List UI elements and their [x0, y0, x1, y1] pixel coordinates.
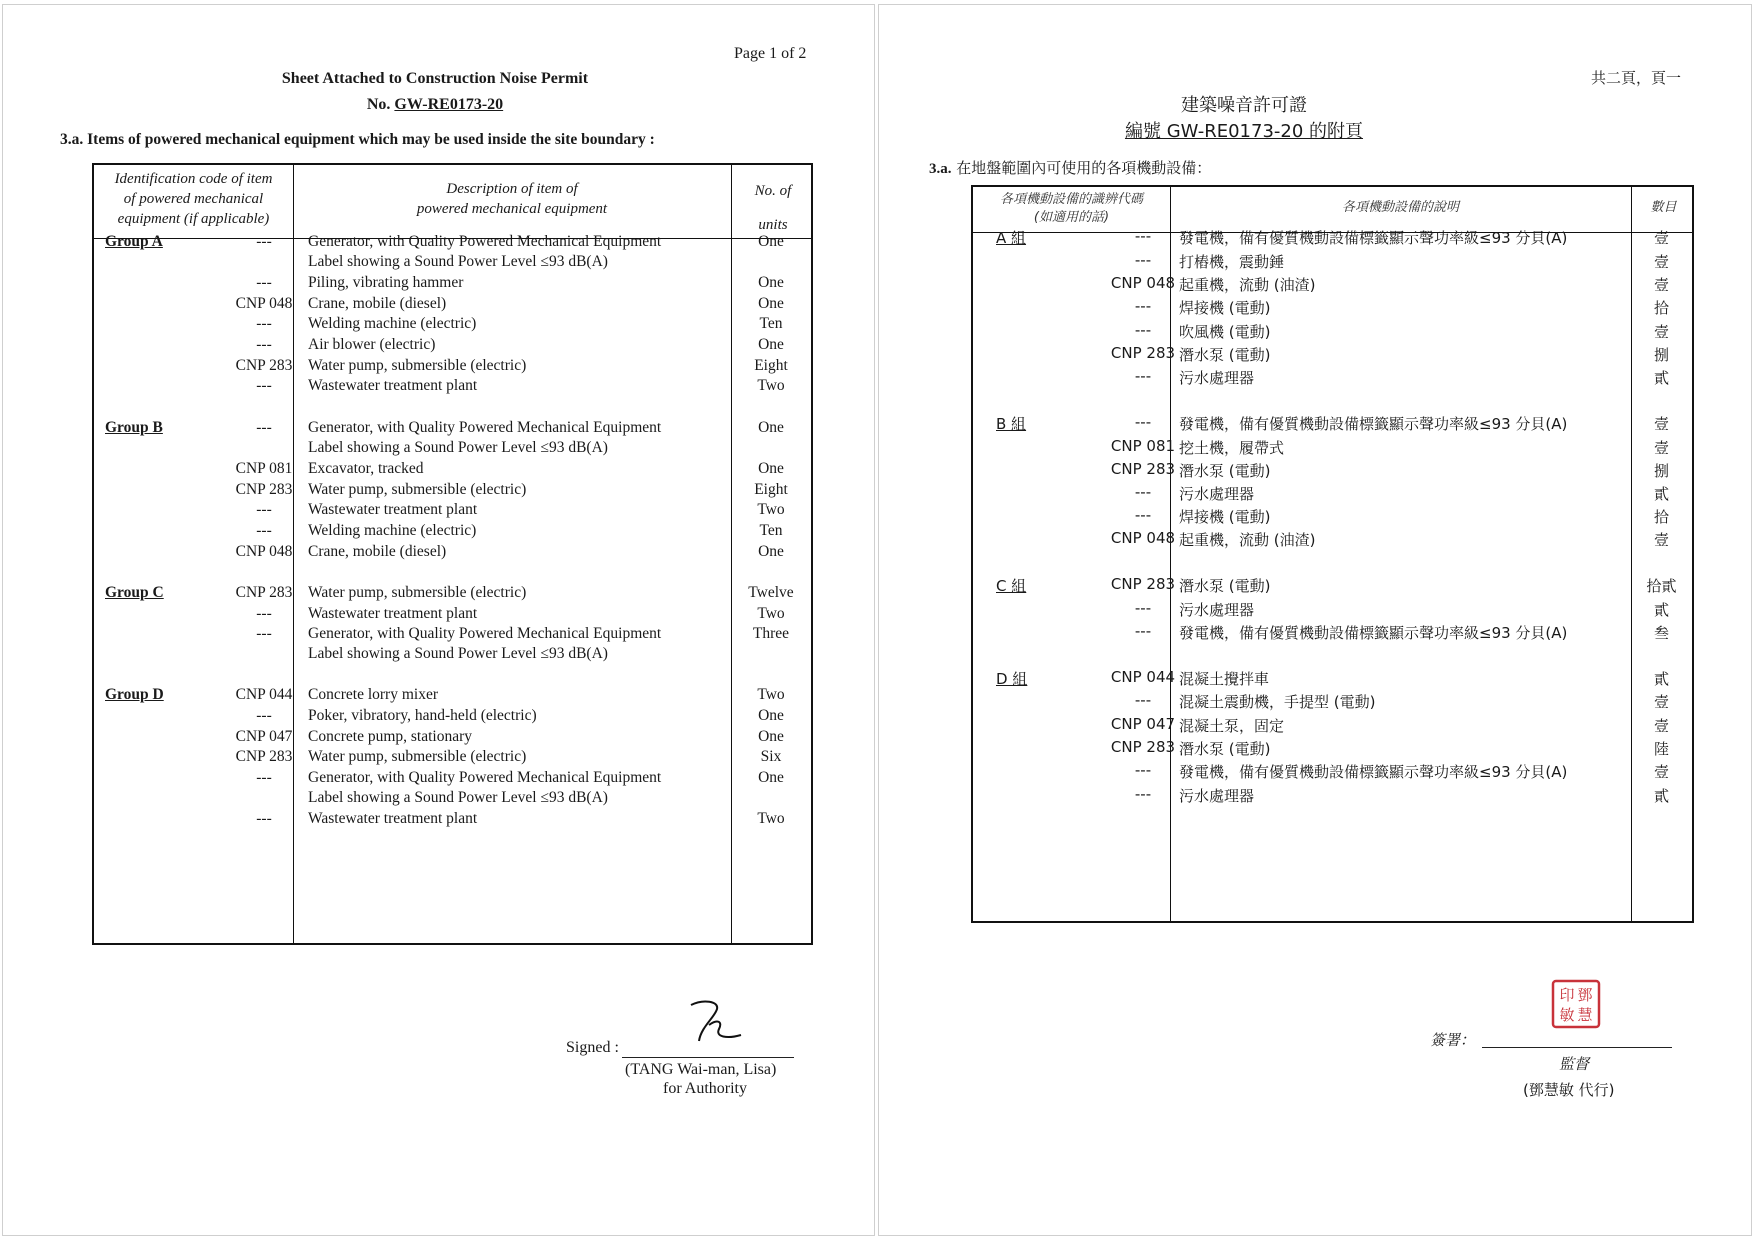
- unit-count: Two: [757, 810, 785, 827]
- unit-count: 壹: [1653, 253, 1669, 271]
- identification-code: CNP 044: [1110, 668, 1176, 686]
- unit-count: Eight: [754, 357, 788, 374]
- red-seal-stamp-icon: [1551, 979, 1601, 1029]
- equipment-description: 潛水泵 (電動): [1179, 740, 1271, 758]
- unit-count: 壹: [1653, 229, 1669, 247]
- unit-count: One: [758, 233, 784, 250]
- identification-code: ---: [256, 769, 272, 786]
- unit-count: Twelve: [748, 584, 794, 601]
- identification-code: ---: [1134, 367, 1152, 385]
- unit-count: 壹: [1653, 531, 1669, 549]
- unit-count: 壹: [1653, 693, 1669, 711]
- equipment-description: Water pump, submersible (electric): [308, 357, 527, 374]
- table-row: [973, 506, 1692, 530]
- header-units-bottom: units: [758, 217, 788, 233]
- identification-code: ---: [1134, 599, 1152, 617]
- permit-number-value: GW-RE0173-20: [394, 96, 504, 113]
- equipment-description: Welding machine (electric): [308, 315, 477, 332]
- table-row: [94, 645, 811, 668]
- unit-count: One: [758, 543, 784, 560]
- table-row: [973, 437, 1692, 461]
- unit-count: 拾: [1653, 299, 1669, 317]
- table-row: [973, 691, 1692, 715]
- identification-code: ---: [1134, 321, 1152, 339]
- unit-count: One: [758, 295, 784, 312]
- equipment-description: 混凝土攪拌車: [1179, 670, 1270, 688]
- group-label: A 組: [996, 229, 1027, 247]
- table-row: [973, 413, 1692, 437]
- signed-label: Signed :: [566, 1039, 619, 1056]
- header-units-top: No. of: [754, 183, 792, 199]
- equipment-description: Water pump, submersible (electric): [308, 481, 527, 498]
- equipment-description: 污水處理器: [1179, 369, 1255, 387]
- equipment-description: 起重機，流動 (油渣): [1179, 276, 1316, 294]
- equipment-description: Piling, vibrating hammer: [308, 274, 464, 291]
- header-identification-code: 各項機動設備的識辨代碼 (如適用的話): [999, 192, 1143, 225]
- section-number: 3.a.: [929, 161, 952, 177]
- identification-code: ---: [1134, 227, 1152, 245]
- identification-code: ---: [256, 707, 272, 724]
- identification-code: ---: [256, 605, 272, 622]
- signature-line: [622, 1057, 794, 1058]
- table-row: [973, 575, 1692, 599]
- equipment-description: Excavator, tracked: [308, 460, 424, 477]
- table-row: [94, 336, 811, 359]
- table-row: [94, 315, 811, 338]
- identification-code: CNP 283: [1110, 460, 1176, 478]
- identification-code: ---: [1134, 413, 1152, 431]
- unit-count: One: [758, 336, 784, 353]
- page-number: 共二頁，頁一: [1591, 69, 1682, 87]
- permit-number-prefix: No.: [366, 96, 395, 113]
- unit-count: 壹: [1653, 415, 1669, 433]
- equipment-description: Wastewater treatment plant: [308, 501, 478, 518]
- unit-count: 貳: [1653, 787, 1669, 805]
- table-row: [973, 251, 1692, 275]
- chinese-sheet: [878, 4, 1752, 1236]
- unit-count: One: [758, 419, 784, 436]
- table-row: [973, 738, 1692, 762]
- equipment-description: 起重機，流動 (油渣): [1179, 531, 1316, 549]
- unit-count: 拾貳: [1646, 577, 1677, 595]
- unit-count: 壹: [1653, 276, 1669, 294]
- identification-code: CNP 047: [235, 728, 293, 745]
- table-row: [94, 789, 811, 812]
- unit-count: 壹: [1653, 717, 1669, 735]
- permit-number: [83, 96, 787, 114]
- table-row: [973, 599, 1692, 623]
- table-row: [973, 460, 1692, 484]
- identification-code: CNP 081: [1110, 437, 1176, 455]
- table-row: [973, 622, 1692, 646]
- unit-count: One: [758, 707, 784, 724]
- signer-name: (鄧慧敏 代行): [1523, 1081, 1615, 1099]
- identification-code: ---: [1134, 691, 1152, 709]
- equipment-description: Concrete lorry mixer: [308, 686, 438, 703]
- unit-count: Two: [757, 605, 785, 622]
- identification-code: ---: [1134, 785, 1152, 803]
- equipment-description: Wastewater treatment plant: [308, 605, 478, 622]
- unit-count: One: [758, 728, 784, 745]
- equipment-description: Generator, with Quality Powered Mechanical Equipment: [308, 625, 662, 642]
- equipment-description: Wastewater treatment plant: [308, 377, 478, 394]
- unit-count: 貳: [1653, 601, 1669, 619]
- equipment-description: 焊接機 (電動): [1179, 299, 1271, 317]
- table-row: [94, 543, 811, 566]
- table-row: [94, 377, 811, 400]
- seal-char: 鄧: [1577, 986, 1593, 1004]
- table-row: [973, 668, 1692, 692]
- equipment-description: Crane, mobile (diesel): [308, 295, 447, 312]
- equipment-description: Wastewater treatment plant: [308, 810, 478, 827]
- identification-code: ---: [1134, 483, 1152, 501]
- identification-code: CNP 044: [235, 686, 293, 703]
- equipment-description: 挖土機，履帶式: [1179, 439, 1285, 457]
- table-row: [973, 785, 1692, 809]
- unit-count: 陸: [1653, 740, 1669, 758]
- equipment-description: 焊接機 (電動): [1179, 508, 1271, 526]
- equipment-description: Water pump, submersible (electric): [308, 584, 527, 601]
- table-row: [94, 584, 811, 607]
- table-row: [94, 810, 811, 833]
- unit-count: 叁: [1653, 624, 1669, 642]
- sheet-title: 建築噪音許可證: [1181, 95, 1307, 116]
- handwritten-signature-icon: [683, 995, 763, 1055]
- signer-role: 監督: [1559, 1055, 1590, 1073]
- seal-char: 印: [1559, 986, 1575, 1004]
- section-heading-text: 在地盤範圍內可使用的各項機動設備：: [956, 159, 1212, 177]
- identification-code: CNP 047: [1110, 715, 1176, 733]
- unit-count: 壹: [1653, 763, 1669, 781]
- identification-code: CNP 048: [1110, 529, 1176, 547]
- identification-code: CNP 283: [235, 481, 293, 498]
- identification-code: CNP 048: [1110, 274, 1176, 292]
- identification-code: ---: [256, 522, 272, 539]
- equipment-description: 打樁機，震動錘: [1179, 253, 1285, 271]
- table-row: [973, 297, 1692, 321]
- unit-count: 捌: [1653, 346, 1669, 364]
- equipment-description: 污水處理器: [1179, 601, 1255, 619]
- header-units: 數目: [1650, 200, 1677, 215]
- permit-number: 編號 GW-RE0173-20 的附頁: [1124, 121, 1364, 142]
- unit-count: 壹: [1653, 439, 1669, 457]
- table-row: [973, 274, 1692, 298]
- equipment-description: Water pump, submersible (electric): [308, 748, 527, 765]
- table-row: [973, 321, 1692, 345]
- identification-code: CNP 283: [1110, 738, 1176, 756]
- table-row: [973, 761, 1692, 785]
- group-label: D 組: [996, 670, 1028, 688]
- unit-count: Six: [760, 748, 782, 765]
- equipment-description: Label showing a Sound Power Level ≤93 dB(A): [308, 645, 608, 662]
- table-row: [94, 439, 811, 462]
- section-heading: [929, 157, 1211, 178]
- table-row: [94, 460, 811, 483]
- equipment-description: Label showing a Sound Power Level ≤93 dB(A): [308, 789, 608, 806]
- unit-count: Three: [752, 625, 790, 642]
- identification-code: ---: [256, 315, 272, 332]
- identification-code: ---: [1134, 251, 1152, 269]
- identification-code: CNP 283: [1110, 344, 1176, 362]
- group-label: B 組: [996, 415, 1027, 433]
- equipment-table: [92, 163, 813, 945]
- unit-count: One: [758, 769, 784, 786]
- unit-count: One: [758, 274, 784, 291]
- group-label: Group B: [105, 419, 163, 436]
- equipment-description: 發電機，備有優質機動設備標籤顯示聲功率級≤93 分貝(A): [1179, 763, 1568, 781]
- equipment-description: Welding machine (electric): [308, 522, 477, 539]
- group-label: Group D: [105, 686, 164, 703]
- identification-code: CNP 081: [235, 460, 293, 477]
- identification-code: ---: [256, 625, 272, 642]
- equipment-description: 發電機，備有優質機動設備標籤顯示聲功率級≤93 分貝(A): [1179, 624, 1568, 642]
- table-row: [973, 483, 1692, 507]
- identification-code: ---: [1134, 622, 1152, 640]
- identification-code: ---: [1134, 506, 1152, 524]
- identification-code: ---: [256, 377, 272, 394]
- header-description: 各項機動設備的說明: [1341, 200, 1459, 215]
- identification-code: ---: [1134, 761, 1152, 779]
- equipment-description: 混凝土震動機，手提型 (電動): [1179, 693, 1376, 711]
- sheet-title: Sheet Attached to Construction Noise Permit: [281, 70, 589, 87]
- table-row: [973, 529, 1692, 553]
- equipment-description: Air blower (electric): [308, 336, 436, 353]
- table-row: [973, 344, 1692, 368]
- table-row: [94, 501, 811, 524]
- equipment-description: 混凝土泵，固定: [1179, 717, 1285, 735]
- table-row: [94, 522, 811, 545]
- group-label: Group A: [105, 233, 163, 250]
- equipment-description: 潛水泵 (電動): [1179, 462, 1271, 480]
- unit-count: Two: [757, 377, 785, 394]
- unit-count: 壹: [1653, 323, 1669, 341]
- identification-code: ---: [256, 336, 272, 353]
- seal-char: 慧: [1577, 1006, 1593, 1024]
- equipment-description: Crane, mobile (diesel): [308, 543, 447, 560]
- table-row: [94, 686, 811, 709]
- equipment-description: 吹風機 (電動): [1179, 323, 1271, 341]
- identification-code: CNP 283: [235, 584, 293, 601]
- identification-code: ---: [256, 419, 272, 436]
- identification-code: CNP 283: [235, 748, 293, 765]
- equipment-description: 發電機，備有優質機動設備標籤顯示聲功率級≤93 分貝(A): [1179, 229, 1568, 247]
- equipment-table: [971, 185, 1694, 923]
- unit-count: Eight: [754, 481, 788, 498]
- seal-char: 敏: [1559, 1006, 1575, 1024]
- identification-code: CNP 283: [235, 357, 293, 374]
- equipment-description: 污水處理器: [1179, 787, 1255, 805]
- equipment-description: 發電機，備有優質機動設備標籤顯示聲功率級≤93 分貝(A): [1179, 415, 1568, 433]
- identification-code: ---: [1134, 297, 1152, 315]
- equipment-description: Label showing a Sound Power Level ≤93 dB(A): [308, 253, 608, 270]
- equipment-description: Label showing a Sound Power Level ≤93 dB(A): [308, 439, 608, 456]
- identification-code: ---: [256, 501, 272, 518]
- group-label: C 組: [996, 577, 1027, 595]
- equipment-description: 潛水泵 (電動): [1179, 577, 1271, 595]
- table-row: [94, 707, 811, 730]
- unit-count: 捌: [1653, 462, 1669, 480]
- unit-count: 貳: [1653, 670, 1669, 688]
- table-row: [94, 253, 811, 276]
- unit-count: 貳: [1653, 369, 1669, 387]
- english-sheet: [2, 4, 875, 1236]
- group-label: Group C: [105, 584, 164, 601]
- signature-line: [1482, 1047, 1672, 1048]
- identification-code: CNP 048: [235, 543, 293, 560]
- identification-code: ---: [256, 810, 272, 827]
- unit-count: One: [758, 460, 784, 477]
- page-number: Page 1 of 2: [734, 45, 807, 62]
- equipment-description: 污水處理器: [1179, 485, 1255, 503]
- signed-label: 簽署：: [1430, 1031, 1476, 1049]
- unit-count: Ten: [759, 315, 783, 332]
- equipment-description: Generator, with Quality Powered Mechanical Equipment: [308, 419, 662, 436]
- header-description: Description of item of powered mechanical equipment: [416, 181, 608, 217]
- unit-count: 拾: [1653, 508, 1669, 526]
- unit-count: Ten: [759, 522, 783, 539]
- identification-code: CNP 283: [1110, 575, 1176, 593]
- unit-count: 貳: [1653, 485, 1669, 503]
- signer-role: for Authority: [663, 1080, 747, 1097]
- equipment-description: Generator, with Quality Powered Mechanical Equipment: [308, 769, 662, 786]
- equipment-description: Concrete pump, stationary: [308, 728, 472, 745]
- equipment-description: Generator, with Quality Powered Mechanical Equipment: [308, 233, 662, 250]
- table-row: [973, 227, 1692, 251]
- table-row: [973, 367, 1692, 391]
- signer-name: (TANG Wai-man, Lisa): [625, 1061, 777, 1078]
- equipment-description: Poker, vibratory, hand-held (electric): [308, 707, 537, 724]
- unit-count: Two: [757, 501, 785, 518]
- section-heading: 3.a. Items of powered mechanical equipment which may be used inside the site boundary :: [60, 131, 655, 148]
- header-identification-code: Identification code of item of powered mechanical equipment (if applicable): [114, 171, 273, 227]
- table-row: [973, 715, 1692, 739]
- table-row: [94, 274, 811, 297]
- identification-code: CNP 048: [235, 295, 293, 312]
- unit-count: Two: [757, 686, 785, 703]
- identification-code: ---: [256, 233, 272, 250]
- equipment-description: 潛水泵 (電動): [1179, 346, 1271, 364]
- identification-code: ---: [256, 274, 272, 291]
- table-row: [94, 748, 811, 771]
